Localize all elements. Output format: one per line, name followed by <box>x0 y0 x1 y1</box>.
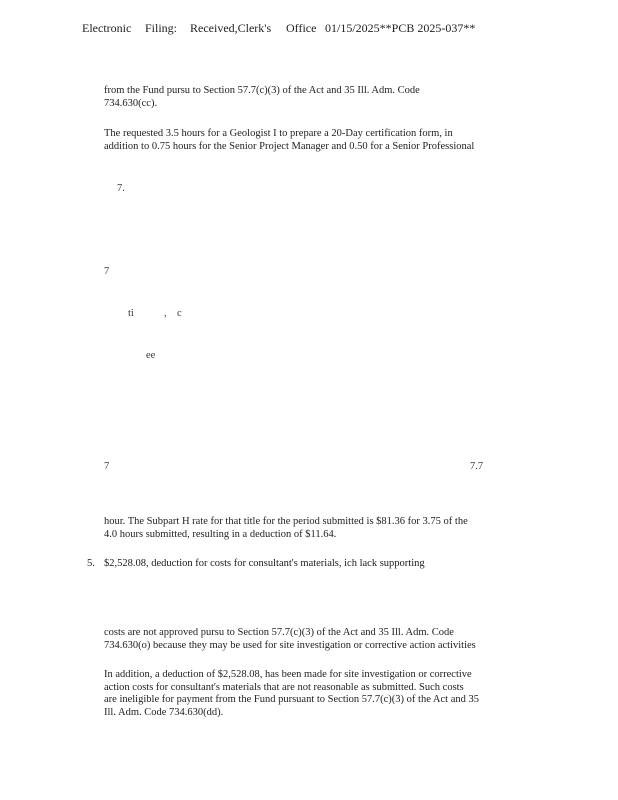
fragment-text: , <box>164 308 167 319</box>
fragment-text: c <box>177 308 182 319</box>
paragraph-geologist-hours <box>104 128 474 153</box>
fragment-text: 7. <box>117 183 125 194</box>
paragraph-line: The requested 3.5 hours for a Geologist I to prepare a 20-Day certification form, in <box>104 128 453 139</box>
paragraph-line: addition to 0.75 hours for the Senior Project Manager and 0.50 for a Senior Professional <box>104 140 475 152</box>
fragment-text: 7 <box>104 461 110 472</box>
paragraph-line: 4.0 hours submitted, resulting in a deduction of $11.64. <box>104 528 337 540</box>
paragraph-line: action costs for consultant's materials that are not reasonable as submitted. Such costs <box>104 681 464 693</box>
list-item-text: $2,528.08, deduction for costs for consultant's materials, ich lack supporting <box>104 558 425 569</box>
paragraph-line: Ill. Adm. Code 734.630(dd). <box>104 706 224 718</box>
header-received: Received,Clerk's <box>190 21 272 35</box>
paragraph-additional-deduction <box>104 669 479 719</box>
paragraph-line: In addition, a deduction of $2,528.08, has been made for site investigation or corrective <box>104 669 472 680</box>
paragraph-line: 734.630(o) because they may be used for site investigation or corrective action activities <box>104 639 476 651</box>
paragraph-line: costs are not approved pursu to Section 57.7(c)(3) of the Act and 35 Ill. Adm. Code <box>104 627 454 638</box>
fragment-text: 7.7 <box>470 461 484 472</box>
header-office: Office <box>286 21 317 35</box>
paragraph-line: 734.630(cc). <box>104 97 158 109</box>
paragraph-line: are ineligible for payment from the Fund pursuant to Section 57.7(c)(3) of the Act and 35 <box>104 694 479 705</box>
paragraph-subpart-h-rate <box>104 516 468 541</box>
paragraph-fund-section <box>104 85 420 110</box>
list-item-number: 5. <box>87 558 95 569</box>
header-filing: Filing: <box>145 21 178 35</box>
header-electronic: Electronic <box>82 21 132 35</box>
paragraph-line: hour. The Subpart H rate for that title for the period submitted is $81.36 for 3.75 of the <box>104 516 468 527</box>
fragment-text: ti <box>128 308 134 319</box>
header-stamp: 01/15/2025**PCB 2025-037** <box>325 21 476 35</box>
paragraph-costs-not-approved <box>104 627 476 652</box>
fragment-text: 7 <box>104 266 110 277</box>
paragraph-line: from the Fund pursu to Section 57.7(c)(3) of the Act and 35 Ill. Adm. Code <box>104 85 420 96</box>
fragment-text: ee <box>146 350 156 361</box>
